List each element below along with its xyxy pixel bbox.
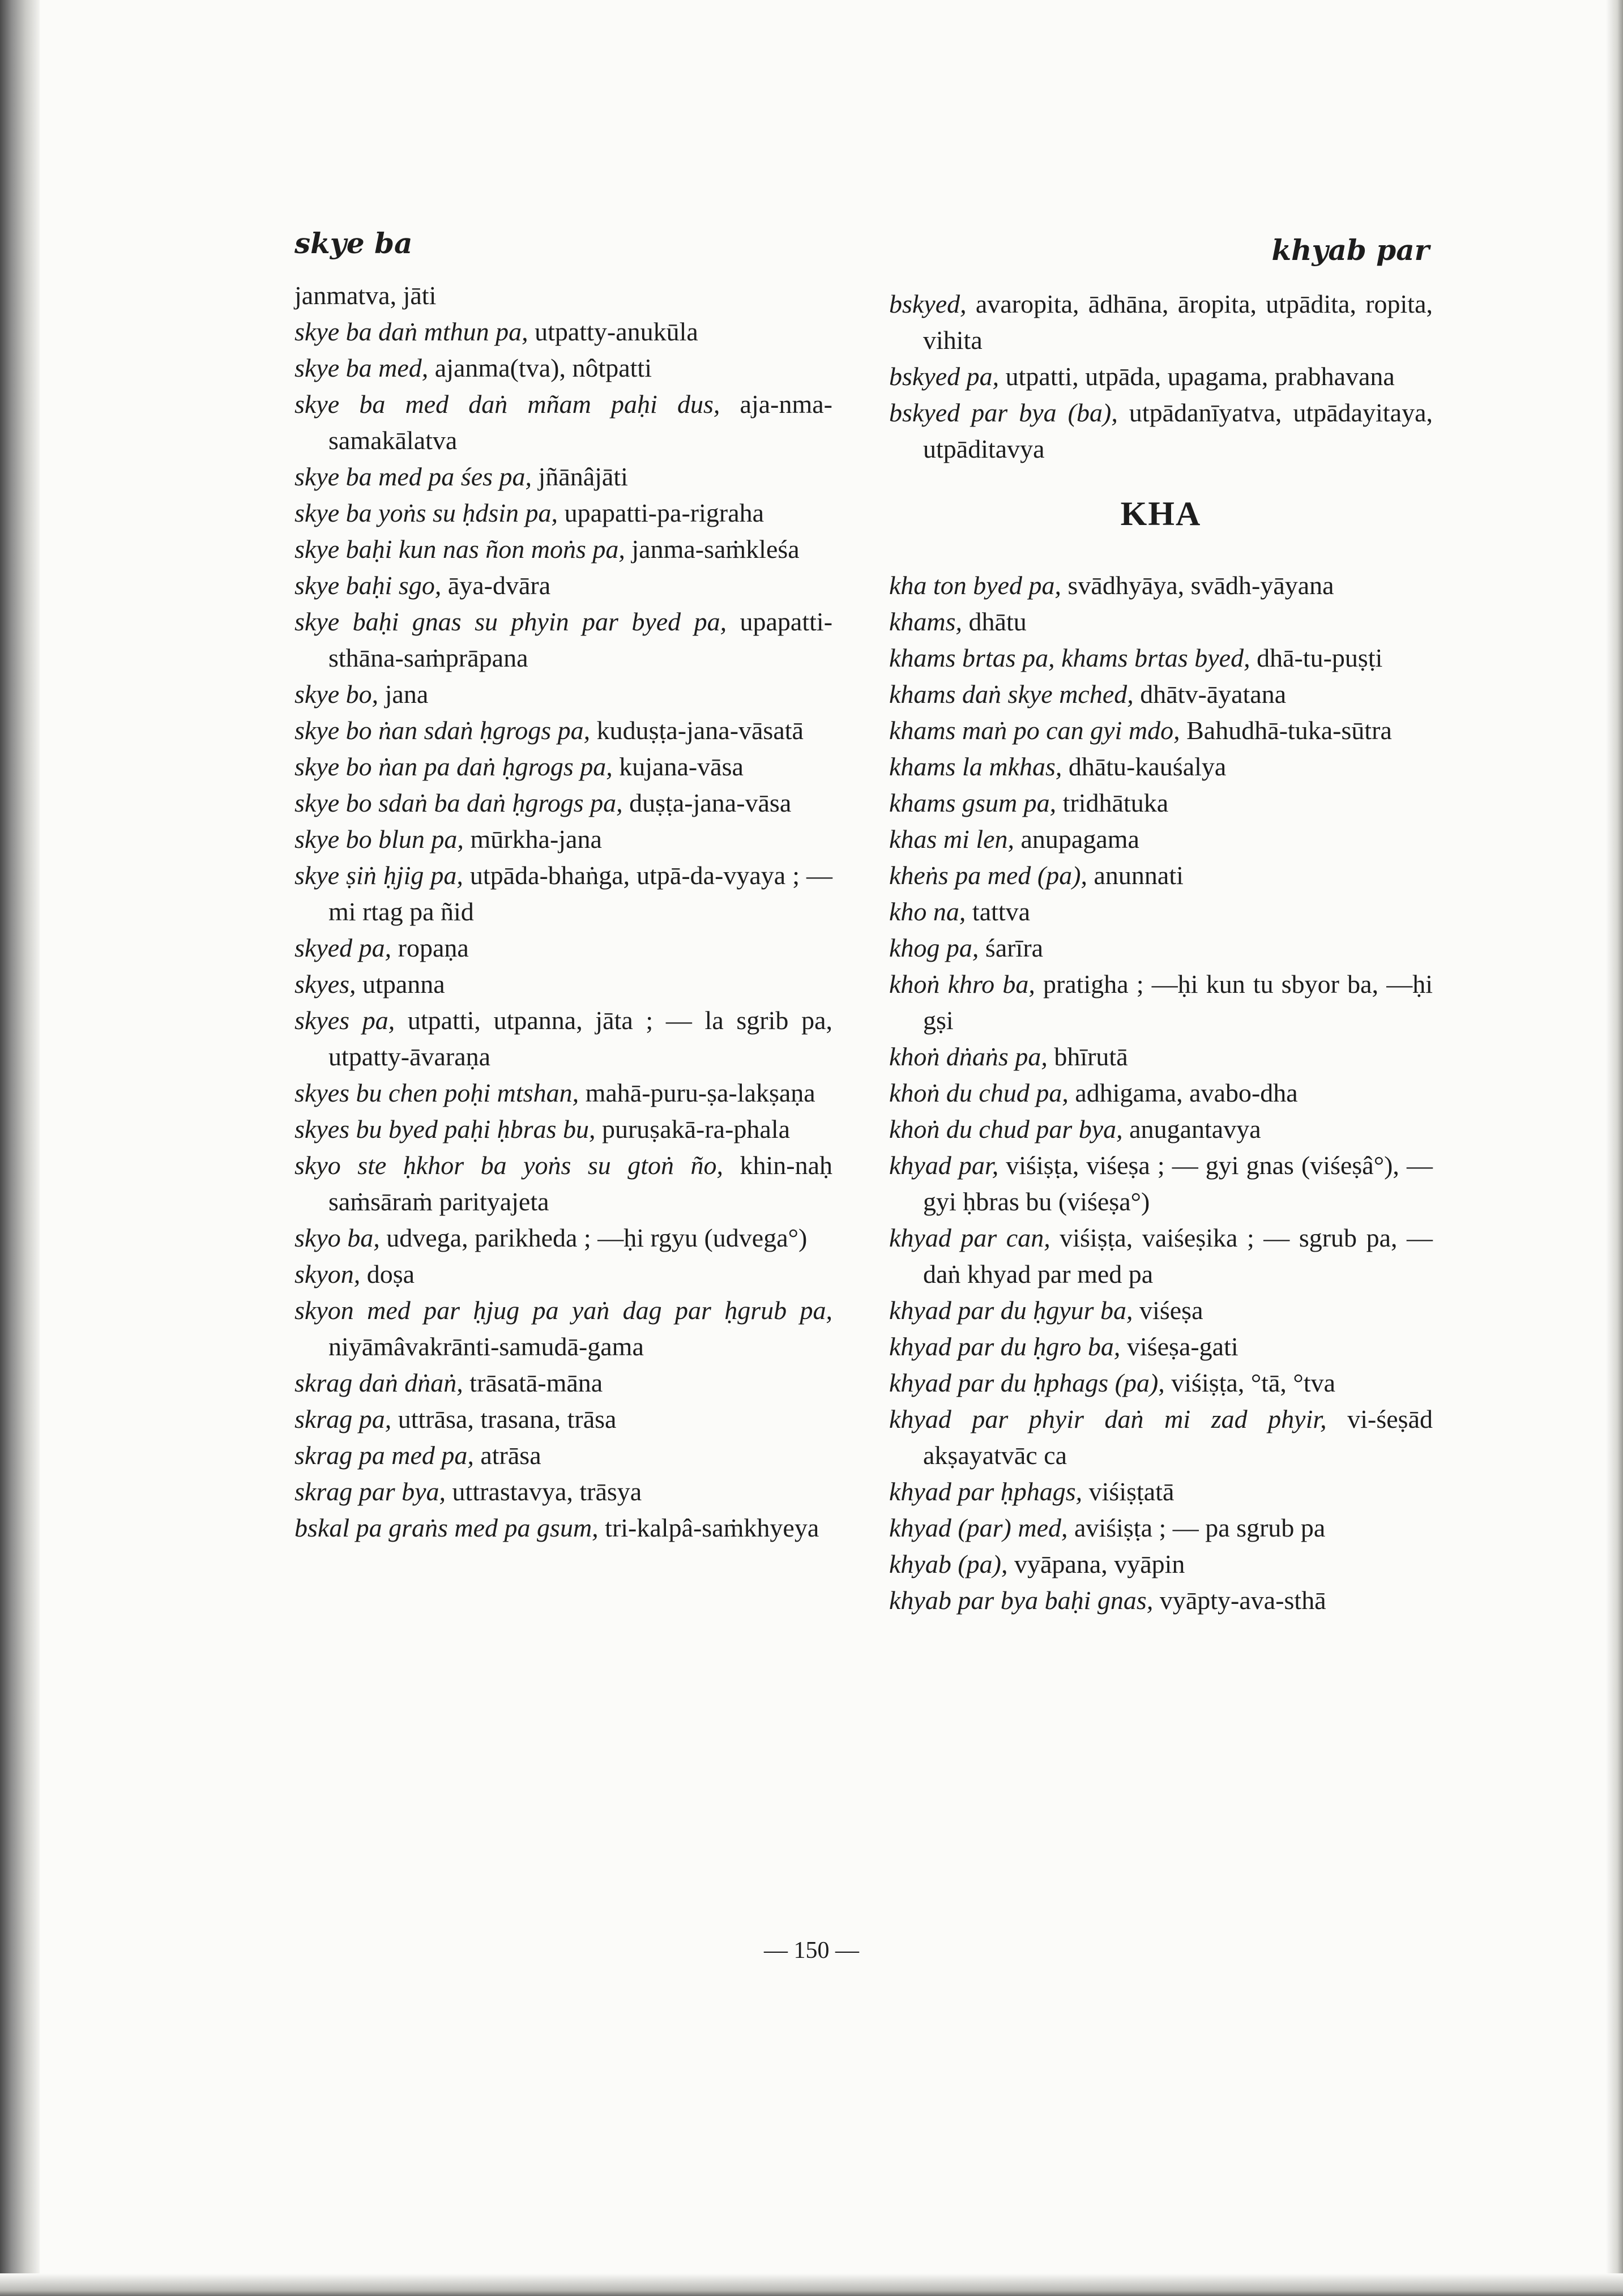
dictionary-entry [889, 1546, 1433, 1582]
entry-gloss: ajanma(tva), nôtpatti [434, 353, 652, 382]
entry-term: khams gsum pa, [889, 788, 1057, 817]
dictionary-entry [889, 785, 1433, 821]
entry-term: skyo ba, [294, 1223, 380, 1252]
entry-gloss: utpatti, utpanna, jāta ; — la sgrib pa, utpatty-āvaraṇa [328, 1006, 832, 1071]
entry-term: bskyed, [889, 289, 967, 318]
entry-gloss: niyāmâvakrānti-samudā-gama [328, 1332, 644, 1361]
entry-term: bskal pa graṅs med pa gsum, [294, 1513, 599, 1542]
entry-term: skye ba yoṅs su ḥdsin pa, [294, 498, 558, 527]
dictionary-entry [294, 350, 832, 386]
dictionary-entry [889, 930, 1433, 966]
entry-term: skye ba med, [294, 353, 429, 382]
section-heading-kha: KHA [1120, 495, 1202, 532]
entry-gloss: dhātv-āyatana [1140, 680, 1287, 709]
entry-gloss: viśiṣṭa, viśeṣa ; — gyi gnas (viśeṣâ°), — gyi ḥbras bu (viśeṣa°) [923, 1151, 1433, 1216]
entry-gloss: anugantavya [1129, 1115, 1261, 1143]
entry-gloss: adhigama, avabo-dha [1075, 1078, 1298, 1107]
dictionary-entry [889, 1147, 1433, 1220]
dictionary-entry [889, 395, 1433, 467]
dictionary-entry [889, 1582, 1433, 1619]
dictionary-entry [889, 857, 1433, 894]
dictionary-entry [889, 1510, 1433, 1546]
entry-term: skye ba med daṅ mñam paḥi dus, [294, 390, 720, 419]
dictionary-entry [294, 821, 832, 857]
dictionary-entry [294, 676, 832, 712]
dictionary-entry [294, 1401, 832, 1437]
page-bottom-edge [0, 2273, 1623, 2296]
entry-gloss: utpanna [362, 970, 445, 998]
entry-term: skye bo ṅan pa daṅ ḥgrogs pa, [294, 752, 613, 781]
entry-gloss: aja-nma-samakālatva [328, 390, 832, 455]
dictionary-entry [889, 1039, 1433, 1075]
dictionary-entry [889, 712, 1433, 749]
dictionary-entry [889, 1075, 1433, 1111]
entry-term: kho na, [889, 897, 966, 926]
dictionary-entry [294, 495, 832, 531]
dictionary-entry [889, 1474, 1433, 1510]
dictionary-entry [889, 749, 1433, 785]
entry-gloss: uttrāsa, trasana, trāsa [398, 1405, 617, 1433]
dictionary-entry [294, 314, 832, 350]
entry-term: skye baḥi sgo, [294, 571, 442, 600]
right-column-top-entries [889, 286, 1433, 467]
dictionary-entry [889, 1365, 1433, 1401]
entry-term: khyad par du ḥphags (pa), [889, 1368, 1165, 1397]
entry-term: khog pa, [889, 933, 979, 962]
entry-gloss: kuduṣṭa-jana-vāsatā [596, 716, 804, 745]
entry-term: khyab (pa), [889, 1550, 1008, 1578]
page-number: — 150 — [764, 1937, 859, 1964]
entry-gloss: puruṣakā-ra-phala [601, 1115, 791, 1143]
entry-term: skrag pa, [294, 1405, 392, 1433]
entry-term: skyes pa, [294, 1006, 395, 1035]
entry-gloss: kujana-vāsa [619, 752, 744, 781]
dictionary-entry [294, 749, 832, 785]
entry-gloss: viśiṣṭa, vaiśeṣika ; — sgrub pa, — daṅ khyad par med pa [923, 1223, 1433, 1288]
entry-gloss: atrāsa [480, 1441, 541, 1470]
entry-gloss: tattva [972, 897, 1031, 926]
dictionary-entry [294, 1474, 832, 1510]
entry-term: khoṅ du chud pa, [889, 1078, 1069, 1107]
entry-term: skyes, [294, 970, 356, 998]
entry-gloss: anunnati [1094, 861, 1184, 890]
dictionary-entry [294, 1075, 832, 1111]
dictionary-entry [889, 1220, 1433, 1292]
dictionary-entry [889, 567, 1433, 604]
entry-gloss: utpāda-bhaṅga, utpā-da-vyaya ; — mi rtag pa ñid [328, 861, 832, 926]
entry-term: skyon, [294, 1260, 361, 1288]
entry-term: bskyed par bya (ba), [889, 398, 1118, 427]
entry-term: khams maṅ po can gyi mdo, [889, 716, 1180, 745]
running-head-right: khyab par [1271, 233, 1429, 267]
dictionary-entry [889, 1111, 1433, 1147]
entry-gloss: duṣṭa-jana-vāsa [629, 788, 792, 817]
entry-term: bskyed pa, [889, 362, 1000, 391]
running-head-left: skye ba [294, 227, 413, 260]
entry-term: khoṅ khro ba, [889, 970, 1035, 998]
dictionary-entry [294, 1256, 832, 1292]
entry-gloss: ropaṇa [398, 933, 469, 962]
entry-term: kha ton byed pa, [889, 571, 1062, 600]
entry-term: khyad par du ḥgro ba, [889, 1332, 1121, 1361]
right-column [889, 286, 1433, 1619]
entry-gloss: svādhyāya, svādh-yāyana [1067, 571, 1334, 600]
entry-gloss: dhā-tu-puṣṭi [1257, 643, 1383, 672]
dictionary-entry [889, 1329, 1433, 1365]
entry-gloss: janma-saṁkleśa [631, 535, 800, 564]
dictionary-entry [294, 966, 832, 1002]
entry-term: skrag daṅ dṅaṅ, [294, 1368, 463, 1397]
dictionary-entry [889, 676, 1433, 712]
entry-gloss: jñānâjāti [538, 462, 628, 491]
dictionary-entry [889, 604, 1433, 640]
entry-term: skye bo blun pa, [294, 825, 464, 853]
entry-term: khyad par ḥphags, [889, 1477, 1083, 1506]
dictionary-entry [889, 359, 1433, 395]
dictionary-entry [294, 386, 832, 459]
entry-gloss: mahā-puru-ṣa-lakṣaṇa [585, 1078, 815, 1107]
entry-gloss: viśeṣa [1139, 1296, 1203, 1325]
dictionary-entry [294, 1292, 832, 1365]
dictionary-entry [889, 640, 1433, 676]
entry-gloss: utpatty-anukūla [535, 317, 698, 346]
entry-gloss: uttrastavya, trāsya [452, 1477, 642, 1506]
entry-gloss: āya-dvāra [447, 571, 551, 600]
dictionary-entry [294, 531, 832, 567]
entry-term: khams la mkhas, [889, 752, 1062, 781]
entry-term: skyo ste ḥkhor ba yoṅs su gtoṅ ño, [294, 1151, 724, 1180]
dictionary-entry [889, 894, 1433, 930]
entry-gloss: upapatti-pa-rigraha [564, 498, 764, 527]
dictionary-entry [889, 1401, 1433, 1474]
entry-gloss: pratigha ; —ḥi kun tu sbyor ba, —ḥi gṣi [923, 970, 1433, 1035]
entry-term: khams daṅ skye mched, [889, 680, 1134, 709]
entry-term: khyad (par) med, [889, 1513, 1068, 1542]
entry-term: khyad par du ḥgyur ba, [889, 1296, 1133, 1325]
entry-term: skye ba daṅ mthun pa, [294, 317, 528, 346]
entry-term: skrag par bya, [294, 1477, 446, 1506]
entry-gloss: vyāpty-ava-sthā [1159, 1586, 1326, 1615]
entry-gloss: avaropita, ādhāna, āropita, utpādita, ropita, vihita [923, 289, 1433, 355]
entry-term: skye baḥi gnas su phyin par byed pa, [294, 607, 727, 636]
dictionary-entry [294, 1510, 832, 1546]
entry-gloss: anupagama [1020, 825, 1139, 853]
dictionary-entry [889, 286, 1433, 359]
entry-gloss: viśiṣṭatā [1088, 1477, 1174, 1506]
entry-term: khas mi len, [889, 825, 1015, 853]
dictionary-entry [294, 1220, 832, 1256]
entry-term: skye ṣiṅ ḥjig pa, [294, 861, 463, 890]
entry-gloss: dhātu [968, 607, 1027, 636]
dictionary-entry [294, 1111, 832, 1147]
entry-gloss: khin-naḥ saṁsāraṁ parityajeta [328, 1151, 833, 1216]
dictionary-entry [889, 966, 1433, 1039]
entry-gloss: trāsatā-māna [469, 1368, 603, 1397]
entry-term: skye bo ṅan sdaṅ ḥgrogs pa, [294, 716, 591, 745]
entry-term: skye bo, [294, 680, 379, 709]
entry-term: khams, [889, 607, 963, 636]
entry-term: skyes bu byed paḥi ḥbras bu, [294, 1115, 596, 1143]
dictionary-entry [294, 1437, 832, 1474]
entry-gloss: janmatva, jāti [294, 281, 437, 310]
entry-term: skye ba med pa śes pa, [294, 462, 532, 491]
entry-term: khyab par bya baḥi gnas, [889, 1586, 1154, 1615]
entry-gloss: tridhātuka [1062, 788, 1169, 817]
dictionary-entry [294, 604, 832, 676]
dictionary-entry [889, 821, 1433, 857]
entry-term: khams brtas pa, khams brtas byed, [889, 643, 1250, 672]
entry-gloss: upapatti-sthāna-saṁprāpana [328, 607, 833, 672]
dictionary-entry [294, 785, 832, 821]
left-column [294, 278, 832, 1546]
entry-gloss: viśiṣṭa, °tā, °tva [1171, 1368, 1336, 1397]
entry-term: skye bo sdaṅ ba daṅ ḥgrogs pa, [294, 788, 623, 817]
entry-gloss: jana [385, 680, 429, 709]
entry-gloss: viśeṣa-gati [1126, 1332, 1238, 1361]
dictionary-entry [294, 459, 832, 495]
entry-gloss: Bahudhā-tuka-sūtra [1186, 716, 1392, 745]
entry-term: kheṅs pa med (pa), [889, 861, 1088, 890]
dictionary-entry [294, 712, 832, 749]
entry-gloss: udvega, parikheda ; —ḥi rgyu (udvega°) [386, 1223, 808, 1252]
dictionary-entry [294, 1147, 832, 1220]
dictionary-entry [294, 857, 832, 930]
entry-gloss: śarīra [985, 933, 1044, 962]
entry-gloss: vyāpana, vyāpin [1014, 1550, 1185, 1578]
dictionary-entry [294, 278, 832, 314]
entry-term: skyon med par ḥjug pa yaṅ dag par ḥgrub pa, [294, 1296, 832, 1325]
entry-gloss: doṣa [366, 1260, 415, 1288]
entry-term: khoṅ du chud par bya, [889, 1115, 1123, 1143]
right-column-bottom-entries [889, 567, 1433, 1619]
dictionary-entry [294, 930, 832, 966]
entry-gloss: mūrkha-jana [470, 825, 602, 853]
entry-gloss: tri-kalpâ-saṁkhyeya [605, 1513, 819, 1542]
entry-term: skye baḥi kun nas ñon moṅs pa, [294, 535, 625, 564]
entry-term: khyad par phyir daṅ mi zad phyir, [889, 1405, 1327, 1433]
entry-term: khyad par, [889, 1151, 999, 1180]
entry-gloss: utpādanīyatva, utpādayitaya, utpāditavya [923, 398, 1433, 463]
entry-gloss: dhātu-kauśalya [1068, 752, 1227, 781]
dictionary-entry [889, 1292, 1433, 1329]
dictionary-entry [294, 1002, 832, 1075]
entry-gloss: vi-śeṣād akṣayatvāc ca [923, 1405, 1433, 1470]
dictionary-entry [294, 1365, 832, 1401]
entry-gloss: utpatti, utpāda, upagama, prabhavana [1005, 362, 1395, 391]
entry-term: skyed pa, [294, 933, 392, 962]
dictionary-entry [294, 567, 832, 604]
entry-term: skrag pa med pa, [294, 1441, 474, 1470]
entry-term: skyes bu chen poḥi mtshan, [294, 1078, 579, 1107]
entry-gloss: aviśiṣṭa ; — pa sgrub pa [1074, 1513, 1326, 1542]
entry-term: khyad par can, [889, 1223, 1050, 1252]
entry-term: khoṅ dṅaṅs pa, [889, 1042, 1048, 1071]
entry-gloss: bhīrutā [1054, 1042, 1128, 1071]
